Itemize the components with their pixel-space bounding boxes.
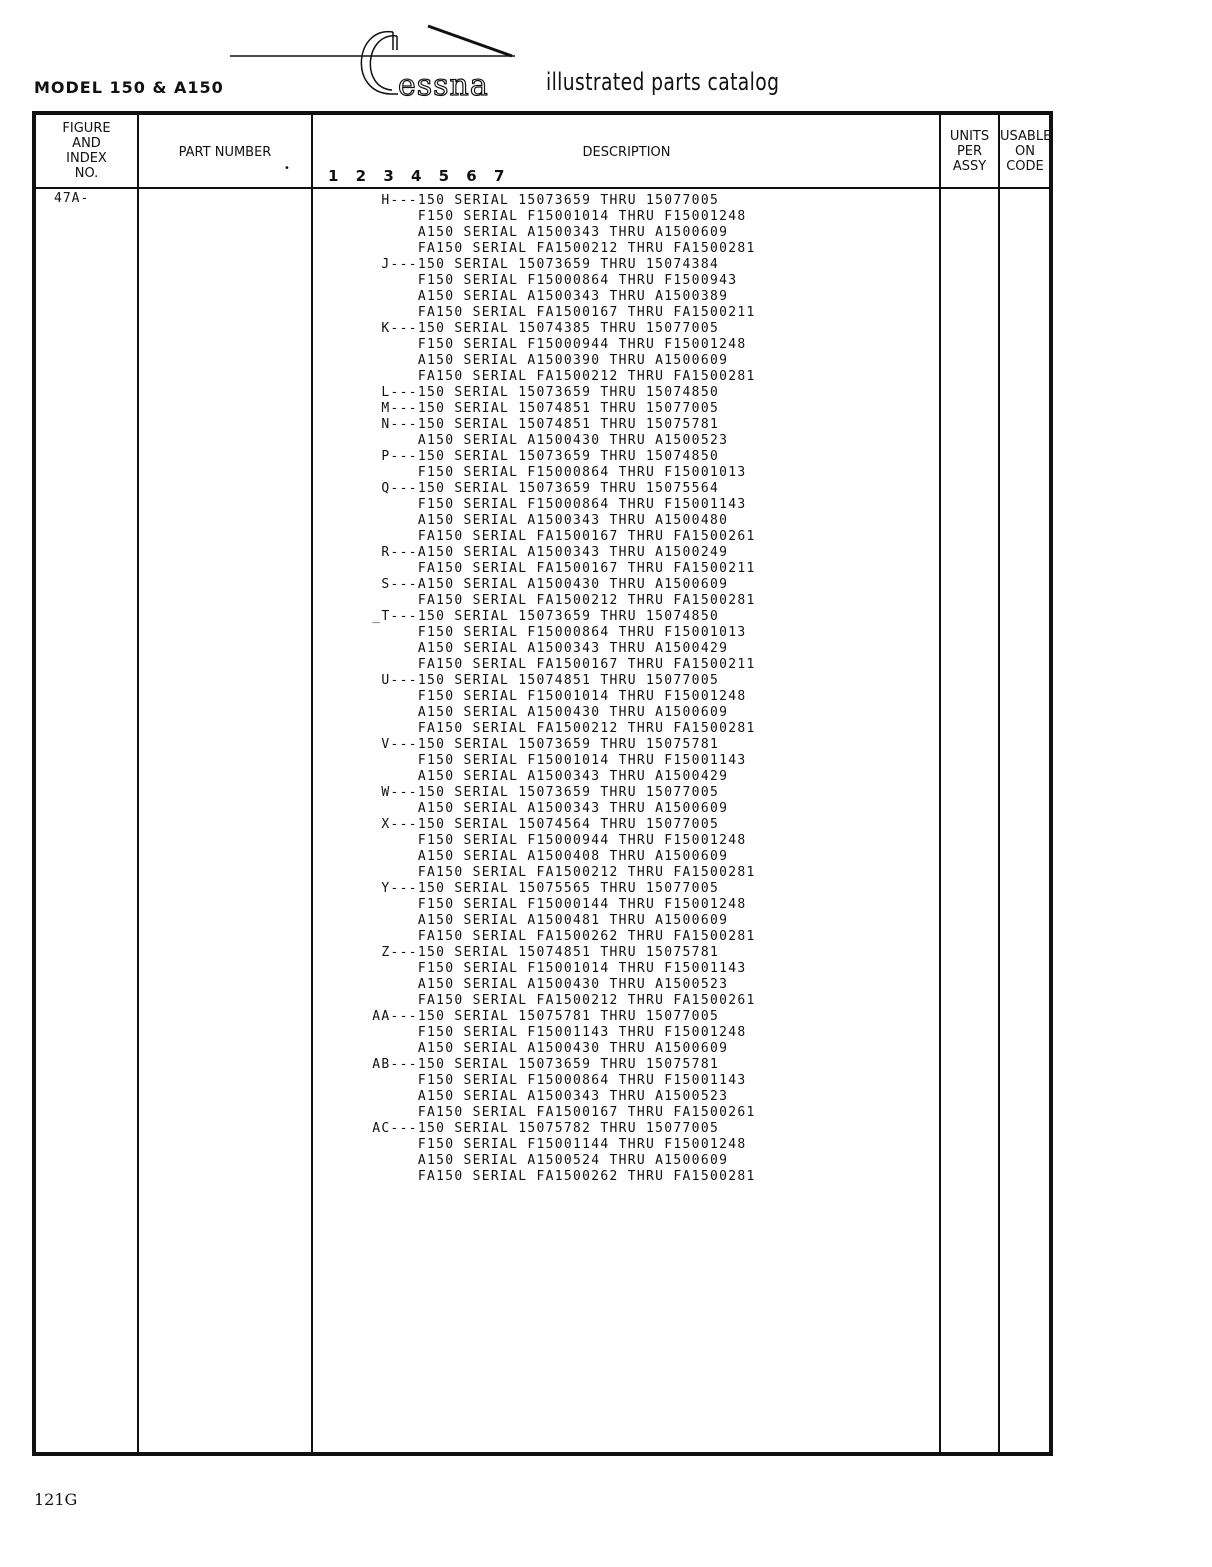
description-line: V---150 SERIAL 15073659 THRU 15075781 — [354, 737, 720, 752]
description-line: A150 SERIAL A1500390 THRU A1500609 — [354, 353, 729, 368]
brand-wordmark: essna — [398, 68, 489, 103]
description-line: F150 SERIAL F15001014 THRU F15001143 — [354, 961, 747, 976]
description-line: FA150 SERIAL FA1500212 THRU FA1500281 — [354, 721, 756, 736]
description-line: A150 SERIAL A1500343 THRU A1500609 — [354, 801, 729, 816]
description-line: A150 SERIAL A1500343 THRU A1500429 — [354, 769, 729, 784]
description-line: F150 SERIAL F15000944 THRU F15001248 — [354, 337, 747, 352]
description-line: FA150 SERIAL FA1500262 THRU FA1500281 — [354, 1169, 756, 1184]
header-text: FIGURE — [62, 121, 111, 136]
header-usable-on-code — [1000, 129, 1050, 174]
description-line: A150 SERIAL A1500481 THRU A1500609 — [354, 913, 729, 928]
header-text: PER — [956, 144, 983, 159]
description-line: X---150 SERIAL 15074564 THRU 15077005 — [354, 817, 720, 832]
description-line: A150 SERIAL A1500343 THRU A1500523 — [354, 1089, 729, 1104]
description-line: F150 SERIAL F15000864 THRU F15001143 — [354, 1073, 747, 1088]
description-line: H---150 SERIAL 15073659 THRU 15077005 — [354, 193, 720, 208]
description-line: FA150 SERIAL FA1500212 THRU FA1500281 — [354, 593, 756, 608]
description-line: F150 SERIAL F15000864 THRU F15001013 — [354, 625, 747, 640]
description-line: A150 SERIAL A1500524 THRU A1500609 — [354, 1153, 729, 1168]
header-figure-index — [36, 121, 137, 181]
description-line: FA150 SERIAL FA1500212 THRU FA1500261 — [354, 993, 756, 1008]
column-divider — [311, 115, 313, 1452]
description-line: A150 SERIAL A1500343 THRU A1500480 — [354, 513, 729, 528]
description-list — [354, 193, 756, 1185]
column-divider — [939, 115, 941, 1452]
description-line: FA150 SERIAL FA1500167 THRU FA1500211 — [354, 657, 756, 672]
part-number-mark: • — [284, 163, 290, 174]
description-line: A150 SERIAL A1500430 THRU A1500609 — [354, 705, 729, 720]
header-text: INDEX — [66, 151, 107, 166]
description-line: Q---150 SERIAL 15073659 THRU 15075564 — [354, 481, 720, 496]
page-number: 121G — [34, 1490, 78, 1509]
description-line: _T---150 SERIAL 15073659 THRU 15074850 — [354, 609, 720, 624]
description-line: A150 SERIAL A1500430 THRU A1500523 — [354, 433, 729, 448]
header-text: CODE — [1006, 159, 1044, 174]
description-line: FA150 SERIAL FA1500167 THRU FA1500261 — [354, 1105, 756, 1120]
header-part-number: PART NUMBER — [178, 145, 272, 160]
description-line: F150 SERIAL F15000864 THRU F15001143 — [354, 497, 747, 512]
description-line: FA150 SERIAL FA1500212 THRU FA1500281 — [354, 241, 756, 256]
header-divider — [36, 187, 1049, 189]
header-text: ON — [1015, 144, 1035, 159]
figure-index-number: 47A- — [54, 191, 90, 206]
description-line: FA150 SERIAL FA1500212 THRU FA1500281 — [354, 865, 756, 880]
description-line: N---150 SERIAL 15074851 THRU 15075781 — [354, 417, 720, 432]
description-line: FA150 SERIAL FA1500167 THRU FA1500261 — [354, 529, 756, 544]
description-line: F150 SERIAL F15001014 THRU F15001248 — [354, 689, 747, 704]
description-line: A150 SERIAL A1500343 THRU A1500389 — [354, 289, 729, 304]
description-line: A150 SERIAL A1500430 THRU A1500609 — [354, 1041, 729, 1056]
header-text: AND — [72, 136, 101, 151]
parts-table — [32, 111, 1053, 1456]
header-text: NO. — [74, 166, 99, 181]
description-line: F150 SERIAL F15001014 THRU F15001248 — [354, 209, 747, 224]
description-line: A150 SERIAL A1500430 THRU A1500523 — [354, 977, 729, 992]
description-line: P---150 SERIAL 15073659 THRU 15074850 — [354, 449, 720, 464]
description-line: F150 SERIAL F15001014 THRU F15001143 — [354, 753, 747, 768]
column-divider — [998, 115, 1000, 1452]
description-line: F150 SERIAL F15000144 THRU F15001248 — [354, 897, 747, 912]
description-line: Y---150 SERIAL 15075565 THRU 15077005 — [354, 881, 720, 896]
description-line: A150 SERIAL A1500343 THRU A1500429 — [354, 641, 729, 656]
description-line: S---A150 SERIAL A1500430 THRU A1500609 — [354, 577, 729, 592]
description-line: K---150 SERIAL 15074385 THRU 15077005 — [354, 321, 720, 336]
header-text: ASSY — [952, 159, 987, 174]
description-line: FA150 SERIAL FA1500167 THRU FA1500211 — [354, 561, 756, 576]
description-line: AC---150 SERIAL 15075782 THRU 15077005 — [354, 1121, 720, 1136]
description-line: F150 SERIAL F15000864 THRU F1500943 — [354, 273, 738, 288]
description-line: F150 SERIAL F15000944 THRU F15001248 — [354, 833, 747, 848]
description-line: U---150 SERIAL 15074851 THRU 15077005 — [354, 673, 720, 688]
column-divider — [137, 115, 139, 1452]
header-text: UNITS — [949, 129, 990, 144]
catalog-title: illustrated parts catalog — [546, 68, 780, 96]
description-line: F150 SERIAL F15001144 THRU F15001248 — [354, 1137, 747, 1152]
header-description: DESCRIPTION — [582, 145, 671, 160]
description-line: L---150 SERIAL 15073659 THRU 15074850 — [354, 385, 720, 400]
description-line: M---150 SERIAL 15074851 THRU 15077005 — [354, 401, 720, 416]
indent-level-digits: 1 2 3 4 5 6 7 — [328, 167, 511, 185]
description-line: J---150 SERIAL 15073659 THRU 15074384 — [354, 257, 720, 272]
header-units-per-assy — [941, 129, 998, 174]
description-line: A150 SERIAL A1500408 THRU A1500609 — [354, 849, 729, 864]
description-line: FA150 SERIAL FA1500262 THRU FA1500281 — [354, 929, 756, 944]
description-line: W---150 SERIAL 15073659 THRU 15077005 — [354, 785, 720, 800]
description-line: FA150 SERIAL FA1500167 THRU FA1500211 — [354, 305, 756, 320]
description-line: Z---150 SERIAL 15074851 THRU 15075781 — [354, 945, 720, 960]
cessna-logo — [230, 22, 530, 102]
header-text: USABLE — [1000, 129, 1052, 144]
description-line: AB---150 SERIAL 15073659 THRU 15075781 — [354, 1057, 720, 1072]
description-line: AA---150 SERIAL 15075781 THRU 15077005 — [354, 1009, 720, 1024]
description-line: F150 SERIAL F15000864 THRU F15001013 — [354, 465, 747, 480]
description-line: R---A150 SERIAL A1500343 THRU A1500249 — [354, 545, 729, 560]
model-title: MODEL 150 & A150 — [34, 78, 224, 97]
description-line: F150 SERIAL F15001143 THRU F15001248 — [354, 1025, 747, 1040]
description-line: A150 SERIAL A1500343 THRU A1500609 — [354, 225, 729, 240]
description-line: FA150 SERIAL FA1500212 THRU FA1500281 — [354, 369, 756, 384]
